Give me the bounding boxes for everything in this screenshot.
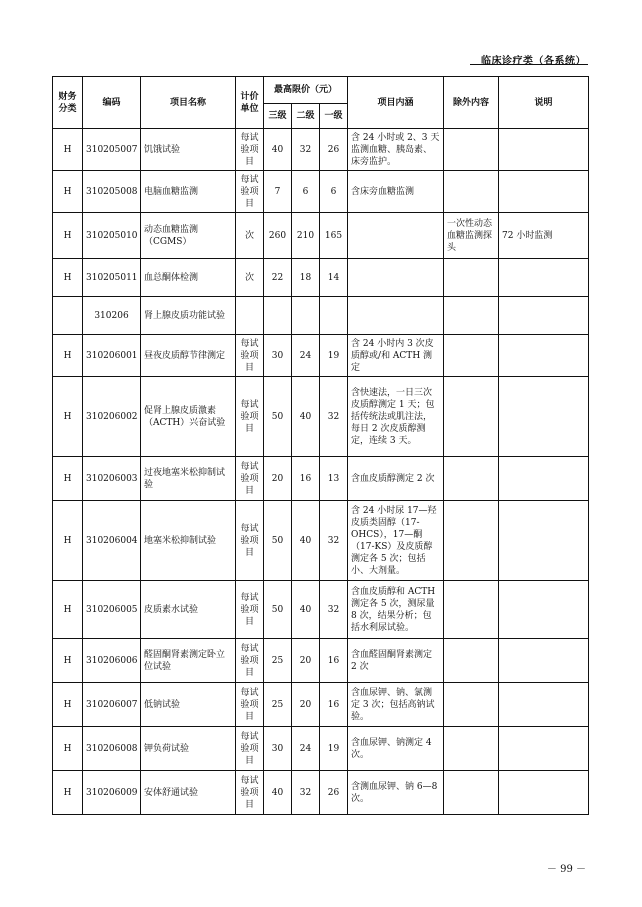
cell-unit: 每试验项目 bbox=[236, 771, 264, 815]
header-code: 编码 bbox=[83, 77, 141, 129]
cell-item-name: 地塞米松抑制试验 bbox=[141, 501, 236, 581]
cell-price-level3: 30 bbox=[264, 335, 292, 377]
cell-code: 310206009 bbox=[83, 771, 141, 815]
cell-code: 310206005 bbox=[83, 581, 141, 639]
cell-item-name: 电脑血糖监测 bbox=[141, 171, 236, 213]
cell-notes bbox=[499, 501, 589, 581]
cell-item-name: 低钠试验 bbox=[141, 683, 236, 727]
cell-item-name: 动态血糖监测（CGMS） bbox=[141, 213, 236, 259]
cell-unit: 每试验项目 bbox=[236, 129, 264, 171]
cell-price-level2: 40 bbox=[292, 501, 320, 581]
table-row bbox=[53, 683, 589, 727]
table-row bbox=[53, 171, 589, 213]
cell-content: 含 24 小时尿 17—羟皮质类固醇（17-OHCS），17—酮（17-KS）及皮质醇测定各 5 次；包括小、大剂量。 bbox=[348, 501, 444, 581]
header-exclusions: 除外内容 bbox=[444, 77, 499, 129]
cell-empty bbox=[292, 297, 320, 335]
cell-code: 310205007 bbox=[83, 129, 141, 171]
cell-notes bbox=[499, 171, 589, 213]
cell-price-level2: 32 bbox=[292, 129, 320, 171]
table-row bbox=[53, 377, 589, 457]
table-row bbox=[53, 259, 589, 297]
cell-price-level3: 25 bbox=[264, 639, 292, 683]
cell-notes bbox=[499, 259, 589, 297]
cell-exclusions bbox=[444, 639, 499, 683]
cell-fin-class: H bbox=[53, 501, 83, 581]
cell-item-name: 血总酮体检测 bbox=[141, 259, 236, 297]
cell-code: 310206006 bbox=[83, 639, 141, 683]
header-fin-class: 财务分类 bbox=[53, 77, 83, 129]
cell-price-level2: 6 bbox=[292, 171, 320, 213]
cell-content: 含快速法，一日三次皮质醇测定 1 天；包括传统法或肌注法，每日 2 次皮质醇测定，连续 3 天。 bbox=[348, 377, 444, 457]
cell-notes bbox=[499, 377, 589, 457]
cell-price-level1: 26 bbox=[320, 771, 348, 815]
cell-notes bbox=[499, 639, 589, 683]
header-level3: 三级 bbox=[264, 104, 292, 129]
table-row bbox=[53, 335, 589, 377]
cell-item-name: 饥饿试验 bbox=[141, 129, 236, 171]
cell-unit: 每试验项目 bbox=[236, 581, 264, 639]
cell-fin-class: H bbox=[53, 771, 83, 815]
cell-exclusions bbox=[444, 335, 499, 377]
cell-price-level1: 19 bbox=[320, 335, 348, 377]
table-row bbox=[53, 639, 589, 683]
cell-price-level2: 18 bbox=[292, 259, 320, 297]
cell-exclusions bbox=[444, 581, 499, 639]
cell-price-level3: 50 bbox=[264, 501, 292, 581]
cell-unit: 每试验项目 bbox=[236, 727, 264, 771]
cell-empty bbox=[444, 297, 499, 335]
cell-exclusions bbox=[444, 683, 499, 727]
cell-price-level2: 20 bbox=[292, 683, 320, 727]
running-head-rule bbox=[470, 64, 588, 65]
cell-code: 310205011 bbox=[83, 259, 141, 297]
table-body bbox=[53, 129, 589, 815]
cell-price-level3: 260 bbox=[264, 213, 292, 259]
header-item-name: 项目名称 bbox=[141, 77, 236, 129]
cell-price-level2: 32 bbox=[292, 771, 320, 815]
cell-item-name: 昼夜皮质醇节律测定 bbox=[141, 335, 236, 377]
cell-code: 310206003 bbox=[83, 457, 141, 501]
cell-content: 含 24 小时或 2、3 天监测血糖、胰岛素、床旁监护。 bbox=[348, 129, 444, 171]
cell-price-level1: 26 bbox=[320, 129, 348, 171]
cell-price-level1: 16 bbox=[320, 639, 348, 683]
cell-fin-class: H bbox=[53, 259, 83, 297]
cell-unit: 每试验项目 bbox=[236, 377, 264, 457]
cell-fin-class: H bbox=[53, 171, 83, 213]
table-row bbox=[53, 501, 589, 581]
cell-content: 含血皮质醇测定 2 次 bbox=[348, 457, 444, 501]
cell-content: 含血尿钾、钠测定 4 次。 bbox=[348, 727, 444, 771]
cell-content: 含 24 小时内 3 次皮质醇或/和 ACTH 测定 bbox=[348, 335, 444, 377]
cell-price-level2: 40 bbox=[292, 377, 320, 457]
cell-fin-class: H bbox=[53, 683, 83, 727]
cell-fin-class: H bbox=[53, 335, 83, 377]
table-row bbox=[53, 457, 589, 501]
cell-code: 310206008 bbox=[83, 727, 141, 771]
cell-price-level1: 165 bbox=[320, 213, 348, 259]
cell-empty bbox=[499, 297, 589, 335]
table-row bbox=[53, 727, 589, 771]
cell-empty bbox=[236, 297, 264, 335]
cell-fin-class: H bbox=[53, 377, 83, 457]
cell-exclusions bbox=[444, 129, 499, 171]
cell-code: 310206 bbox=[83, 297, 141, 335]
cell-exclusions bbox=[444, 501, 499, 581]
cell-empty bbox=[348, 297, 444, 335]
cell-notes bbox=[499, 771, 589, 815]
cell-price-level2: 16 bbox=[292, 457, 320, 501]
cell-content bbox=[348, 259, 444, 297]
cell-exclusions bbox=[444, 771, 499, 815]
header-level2: 二级 bbox=[292, 104, 320, 129]
fee-schedule-table bbox=[52, 76, 589, 815]
cell-price-level2: 24 bbox=[292, 335, 320, 377]
cell-unit: 每试验项目 bbox=[236, 683, 264, 727]
cell-price-level3: 22 bbox=[264, 259, 292, 297]
cell-unit: 每试验项目 bbox=[236, 335, 264, 377]
cell-exclusions bbox=[444, 259, 499, 297]
cell-fin-class: H bbox=[53, 457, 83, 501]
cell-item-name: 促肾上腺皮质激素（ACTH）兴奋试验 bbox=[141, 377, 236, 457]
cell-price-level2: 24 bbox=[292, 727, 320, 771]
table-row bbox=[53, 581, 589, 639]
cell-exclusions bbox=[444, 377, 499, 457]
cell-price-level2: 40 bbox=[292, 581, 320, 639]
section-row bbox=[53, 297, 589, 335]
cell-price-level3: 20 bbox=[264, 457, 292, 501]
cell-price-level3: 25 bbox=[264, 683, 292, 727]
cell-notes: 72 小时监测 bbox=[499, 213, 589, 259]
cell-code: 310205010 bbox=[83, 213, 141, 259]
cell-price-level3: 50 bbox=[264, 377, 292, 457]
cell-fin-class: H bbox=[53, 727, 83, 771]
cell-price-level3: 40 bbox=[264, 129, 292, 171]
table-header bbox=[53, 77, 589, 129]
cell-price-level2: 20 bbox=[292, 639, 320, 683]
cell-price-level1: 32 bbox=[320, 501, 348, 581]
running-head-category: 临床诊疗类（各系统） bbox=[481, 56, 586, 67]
cell-fin-class: H bbox=[53, 581, 83, 639]
cell-price-level3: 30 bbox=[264, 727, 292, 771]
cell-price-level3: 7 bbox=[264, 171, 292, 213]
header-max-price: 最高限价（元） bbox=[264, 77, 348, 104]
cell-fin-class: H bbox=[53, 213, 83, 259]
cell-unit: 每试验项目 bbox=[236, 457, 264, 501]
cell-notes bbox=[499, 727, 589, 771]
cell-exclusions: 一次性动态血糖监测探头 bbox=[444, 213, 499, 259]
cell-price-level1: 6 bbox=[320, 171, 348, 213]
cell-unit: 次 bbox=[236, 259, 264, 297]
cell-code: 310205008 bbox=[83, 171, 141, 213]
cell-empty bbox=[264, 297, 292, 335]
cell-content: 含床旁血糖监测 bbox=[348, 171, 444, 213]
cell-code: 310206001 bbox=[83, 335, 141, 377]
cell-fin-class: H bbox=[53, 129, 83, 171]
cell-item-name: 肾上腺皮质功能试验 bbox=[141, 297, 236, 335]
cell-notes bbox=[499, 683, 589, 727]
cell-notes bbox=[499, 129, 589, 171]
cell-price-level3: 50 bbox=[264, 581, 292, 639]
cell-empty bbox=[320, 297, 348, 335]
cell-code: 310206004 bbox=[83, 501, 141, 581]
cell-exclusions bbox=[444, 727, 499, 771]
cell-item-name: 醛固酮肾素测定卧立位试验 bbox=[141, 639, 236, 683]
page-number: － 99 － bbox=[546, 864, 586, 875]
cell-price-level2: 210 bbox=[292, 213, 320, 259]
cell-content: 含测血尿钾、钠 6—8 次。 bbox=[348, 771, 444, 815]
cell-price-level3: 40 bbox=[264, 771, 292, 815]
cell-content: 含血醛固酮肾素测定 2 次 bbox=[348, 639, 444, 683]
cell-price-level1: 14 bbox=[320, 259, 348, 297]
cell-unit: 每试验项目 bbox=[236, 639, 264, 683]
cell-fin-class bbox=[53, 297, 83, 335]
header-unit: 计价单位 bbox=[236, 77, 264, 129]
cell-unit: 每试验项目 bbox=[236, 171, 264, 213]
cell-content: 含血皮质醇和 ACTH 测定各 5 次，测尿量 8 次，结果分析；包括水利尿试验。 bbox=[348, 581, 444, 639]
cell-notes bbox=[499, 581, 589, 639]
cell-price-level1: 13 bbox=[320, 457, 348, 501]
cell-price-level1: 32 bbox=[320, 581, 348, 639]
cell-code: 310206002 bbox=[83, 377, 141, 457]
cell-item-name: 钾负荷试验 bbox=[141, 727, 236, 771]
header-notes: 说明 bbox=[499, 77, 589, 129]
cell-unit: 次 bbox=[236, 213, 264, 259]
cell-exclusions bbox=[444, 457, 499, 501]
cell-content bbox=[348, 213, 444, 259]
cell-notes bbox=[499, 335, 589, 377]
header-content: 项目内涵 bbox=[348, 77, 444, 129]
table-row bbox=[53, 129, 589, 171]
table-row bbox=[53, 213, 589, 259]
cell-unit: 每试验项目 bbox=[236, 501, 264, 581]
cell-content: 含血尿钾、钠、氯测定 3 次；包括高钠试验。 bbox=[348, 683, 444, 727]
table-row bbox=[53, 771, 589, 815]
cell-item-name: 安体舒通试验 bbox=[141, 771, 236, 815]
cell-price-level1: 16 bbox=[320, 683, 348, 727]
cell-fin-class: H bbox=[53, 639, 83, 683]
cell-item-name: 皮质素水试验 bbox=[141, 581, 236, 639]
cell-item-name: 过夜地塞米松抑制试验 bbox=[141, 457, 236, 501]
cell-notes bbox=[499, 457, 589, 501]
header-level1: 一级 bbox=[320, 104, 348, 129]
cell-exclusions bbox=[444, 171, 499, 213]
cell-price-level1: 32 bbox=[320, 377, 348, 457]
cell-price-level1: 19 bbox=[320, 727, 348, 771]
cell-code: 310206007 bbox=[83, 683, 141, 727]
